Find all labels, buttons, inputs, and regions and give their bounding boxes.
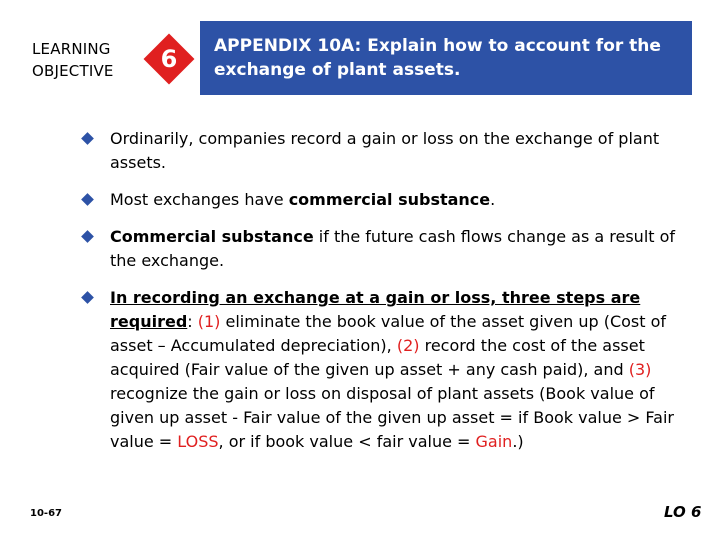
learning-objective-label [32,38,114,82]
step-number-2: (2) [396,336,420,355]
bullet-text-segment: record the cost of the asset acquired (Fair value of the given up asset + any cash paid), and [110,336,645,379]
learning-objective-line2: OBJECTIVE [32,62,114,80]
bullet-text-segment: if the future cash flows change as a result of the exchange. [110,227,676,270]
slide-title-line1: APPENDIX 10A: Explain how to account for the [214,36,661,56]
bold-term: Commercial substance [110,227,314,246]
diamond-bullet-icon [81,230,94,243]
diamond-bullet-icon [81,132,94,145]
bullet-text [110,225,678,273]
bullet-item [78,286,678,454]
bullet-text-segment: : [187,312,198,331]
bullet-text-segment: eliminate the book value of the asset given up (Cost of asset – Accumulated depreciation), [110,312,667,355]
bullet-list [78,127,678,467]
step-number-1: (1) [197,312,221,331]
learning-objective-number: 6 [160,45,178,73]
slide-number: 10-67 [30,508,62,519]
bullet-item [78,188,678,212]
bullet-text-segment: . [490,190,496,209]
bullet-text [110,286,678,454]
bullet-item [78,127,678,175]
gain-label: Gain [475,432,513,451]
bullet-text [110,188,678,212]
bold-term: commercial substance [288,190,491,209]
slide-title-line2: exchange of plant assets. [214,60,461,80]
learning-objective-footer-tag: LO 6 [664,503,702,521]
diamond-bullet-icon [81,291,94,304]
loss-label: LOSS [177,432,219,451]
bullet-text-segment: recognize the gain or loss on disposal of plant assets (Book value of given up asset - Fair value of the given up asset = if Book value > Fair value = [110,384,674,451]
bullet-text-segment: Most exchanges have [110,190,289,209]
underlined-bold-heading: In recording an exchange at a gain or loss, three steps are required [110,288,641,331]
bullet-text-segment: , or if book value < fair value = [218,432,476,451]
learning-objective-line1: LEARNING [32,40,111,58]
bullet-text: Ordinarily, companies record a gain or loss on the exchange of plant assets. [110,129,660,172]
step-number-3: (3) [628,360,652,379]
slide-title-banner [200,21,692,95]
bullet-item [78,225,678,273]
learning-objective-badge [140,30,198,88]
diamond-bullet-icon [81,193,94,206]
bullet-text-segment: .) [512,432,524,451]
